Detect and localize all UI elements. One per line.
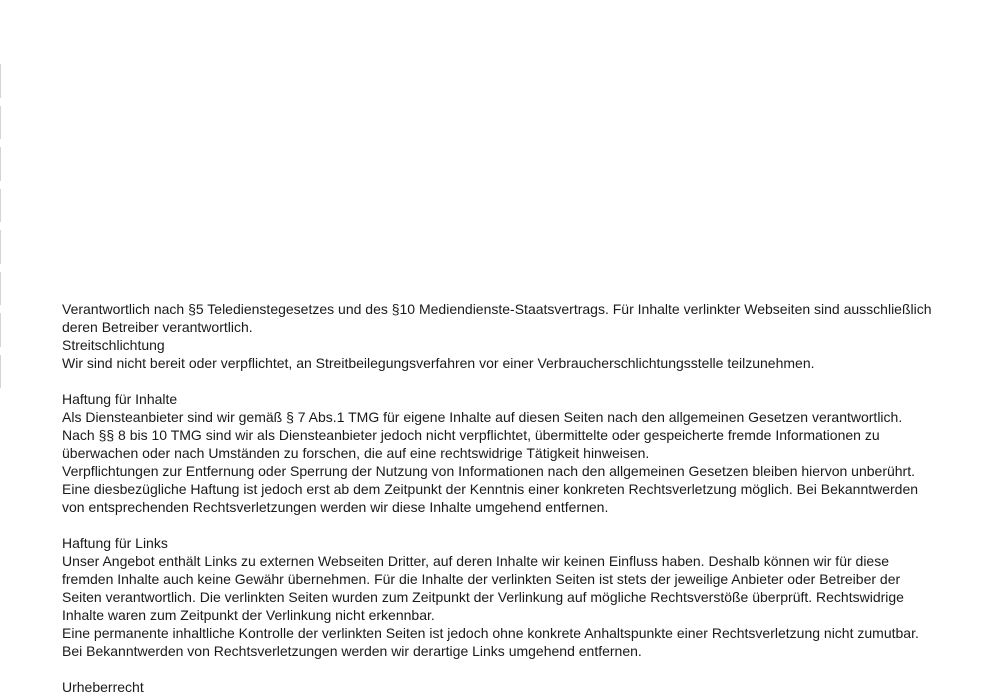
rail-segment: [0, 313, 1, 347]
rail-segment: [0, 189, 1, 223]
left-edge-rail: [0, 64, 2, 396]
section-copyright: [62, 678, 942, 696]
section-heading: Haftung für Links: [62, 535, 168, 551]
rail-segment: [0, 272, 1, 306]
section-body: Wir sind nicht bereit oder verpflichtet, an Streitbeilegungsverfahren vor einer Verbraucherschlichtungsstelle teilzunehmen.: [62, 355, 815, 371]
section-body: Unser Angebot enthält Links zu externen Webseiten Dritter, auf deren Inhalte wir keinen Einfluss haben. Deshalb können wir für diese fremden Inhalte auch keine Gewähr übernehmen. Für die Inhalte der verlinkten Seiten ist stets der jeweilige Anbieter oder Betreiber der Seiten verantwortlich. Die verlinkten Seiten wurden zum Zeitpunkt der Verlinkung auf mögliche Rechtsverstöße überprüft. Rechtswidrige Inhalte waren zum Zeitpunkt der Verlinkung nicht erkennbar. Eine permanente inhaltliche Kontrolle der verlinkten Seiten ist jedoch ohne konkrete Anhaltspunkte einer Rechtsverletzung nicht zumutbar. Bei Bekanntwerden von Rechtsverletzungen werden wir derartige Links umgehend entfernen.: [62, 553, 919, 659]
rail-segment: [0, 106, 1, 140]
section-heading: Haftung für Inhalte: [62, 391, 178, 407]
rail-segment: [0, 64, 1, 98]
section-spacer: [62, 660, 942, 678]
rail-segment: [0, 230, 1, 264]
rail-segment: [0, 147, 1, 181]
rail-segment: [0, 355, 1, 389]
section-dispute-resolution: [62, 336, 942, 372]
section-spacer: [62, 516, 942, 534]
section-liability-links: [62, 534, 942, 660]
responsibility-statement: Verantwortlich nach §5 Teledienstegesetzes und des §10 Mediendienste-Staatsvertrags. Für Inhalte verlinkter Webseiten sind ausschließlich deren Betreiber verantwortlich.: [62, 301, 932, 335]
section-heading: Urheberrecht: [62, 679, 144, 695]
section-spacer: [62, 372, 942, 390]
section-liability-content: [62, 390, 942, 516]
imprint-content: [62, 300, 942, 696]
section-body: Als Diensteanbieter sind wir gemäß § 7 Abs.1 TMG für eigene Inhalte auf diesen Seiten nach den allgemeinen Gesetzen verantwortlich. Nach §§ 8 bis 10 TMG sind wir als Diensteanbieter jedoch nicht verpflichtet, übermittelte oder gespeicherte fremde Informationen zu überwachen oder nach Umständen zu forschen, die auf eine rechtswidrige Tätigkeit hinweisen. Verpflichtungen zur Entfernung oder Sperrung der Nutzung von Informationen nach den allgemeinen Gesetzen bleiben hiervon unberührt. Eine diesbezügliche Haftung ist jedoch erst ab dem Zeitpunkt der Kenntnis einer konkreten Rechtsverletzung möglich. Bei Bekanntwerden von entsprechenden Rechtsverletzungen werden wir diese Inhalte umgehend entfernen.: [62, 409, 919, 515]
section-heading: Streitschlichtung: [62, 337, 165, 353]
